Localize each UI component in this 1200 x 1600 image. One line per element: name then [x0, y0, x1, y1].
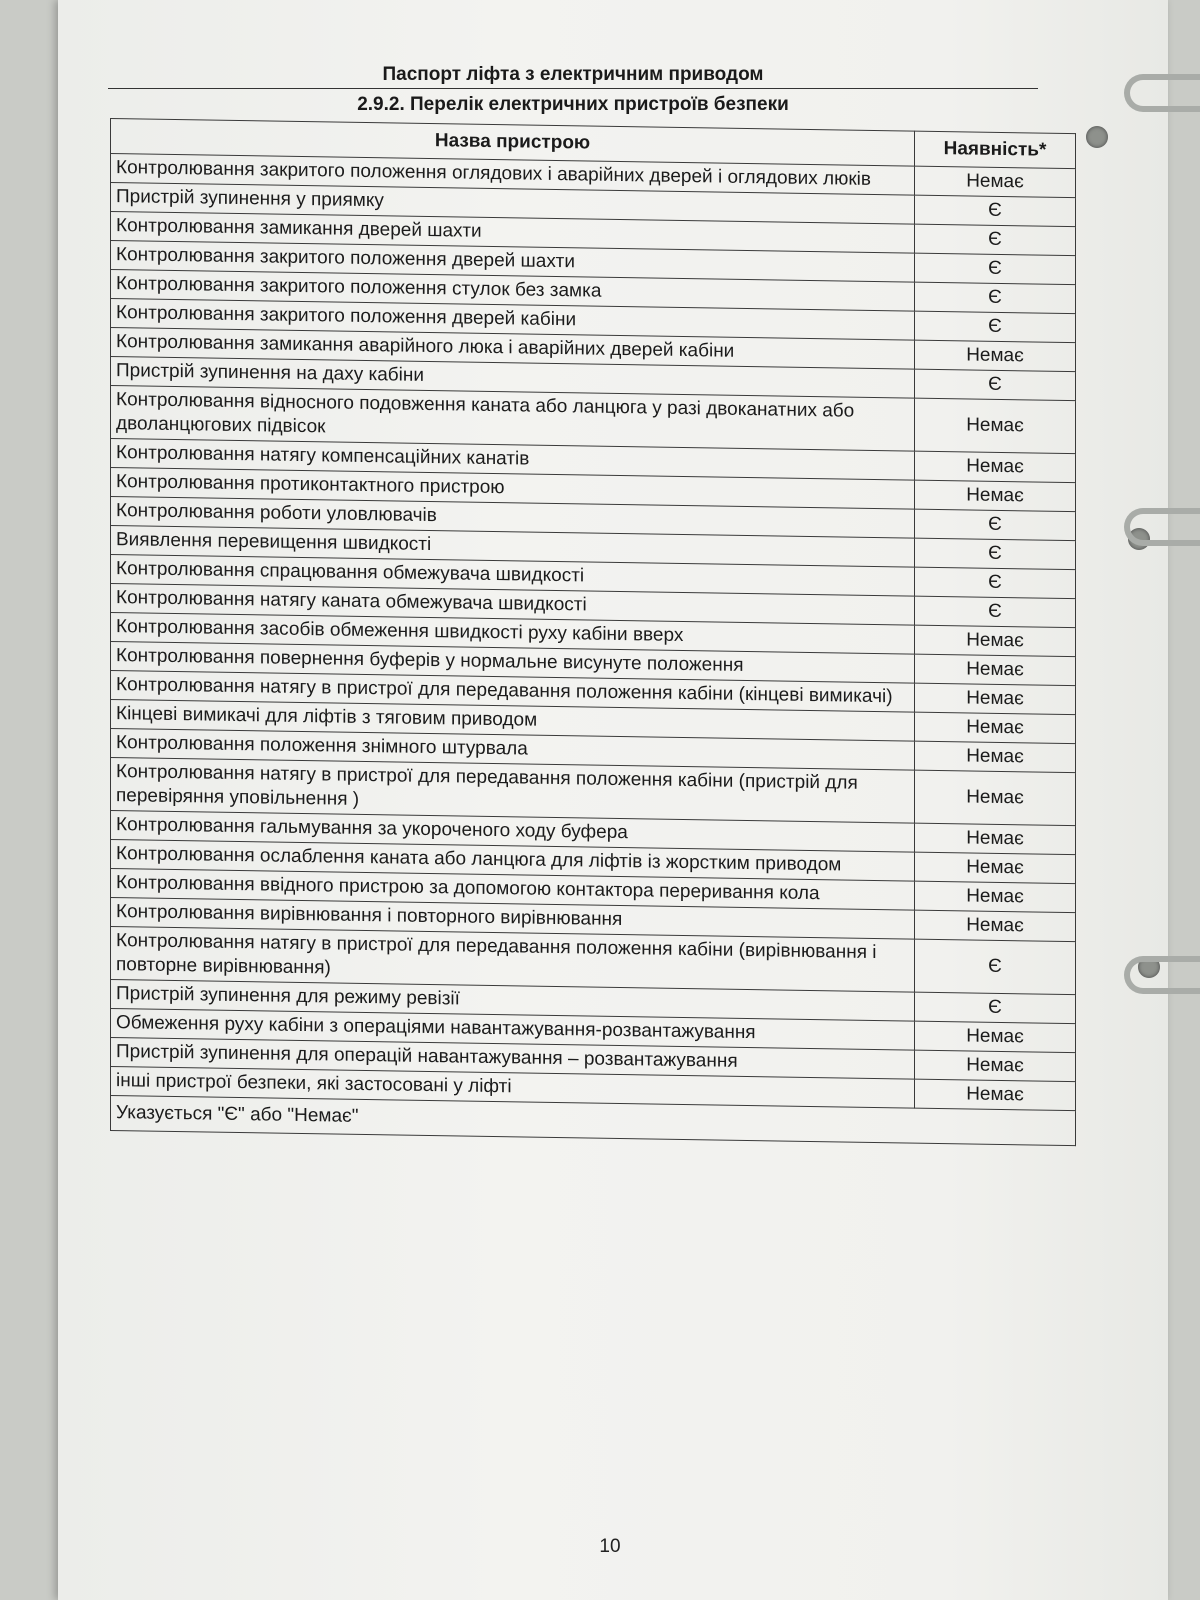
presence-cell: Є: [915, 282, 1076, 314]
device-name-cell: Контролювання замикання аварійного люка і аварійних дверей кабіни: [111, 328, 915, 370]
table-body: [111, 154, 1076, 1111]
binder-ring: [1124, 508, 1200, 546]
device-name-cell: Контролювання натягу компенсаційних канатів: [111, 439, 915, 481]
presence-cell: Є: [915, 596, 1076, 628]
presence-cell: Немає: [915, 770, 1076, 826]
presence-cell: Немає: [915, 881, 1076, 913]
presence-cell: Немає: [915, 654, 1076, 686]
presence-cell: Є: [915, 195, 1076, 227]
device-name-cell: Виявлення перевищення швидкості: [111, 526, 915, 568]
column-header-presence: Наявність*: [915, 131, 1076, 169]
presence-cell: Немає: [915, 712, 1076, 744]
device-name-cell: Пристрій зупинення для операцій навантажування – розвантажування: [111, 1038, 915, 1080]
device-name-cell: Контролювання положення знімного штурвала: [111, 729, 915, 771]
device-name-cell: Пристрій зупинення для режиму ревізії: [111, 980, 915, 1022]
device-name-cell: Контролювання натягу в пристрої для передавання положення кабіни (пристрій для перевіряння уповільнення ): [111, 758, 915, 824]
device-name-cell: Контролювання повернення буферів у нормальне висунуте положення: [111, 642, 915, 684]
device-name-cell: Контролювання вирівнювання і повторного вирівнювання: [111, 898, 915, 940]
presence-cell: Є: [915, 939, 1076, 995]
presence-cell: Немає: [915, 1021, 1076, 1053]
device-name-cell: Контролювання гальмування за укороченого ходу буфера: [111, 811, 915, 853]
device-name-cell: Контролювання закритого положення оглядових і аварійних дверей і оглядових люків: [111, 154, 915, 196]
device-name-cell: Контролювання закритого положення стулок без замка: [111, 270, 915, 312]
presence-cell: Є: [915, 224, 1076, 256]
device-name-cell: Контролювання закритого положення дверей шахти: [111, 241, 915, 283]
device-name-cell: Кінцеві вимикачі для ліфтів з тяговим приводом: [111, 700, 915, 742]
device-name-cell: Пристрій зупинення на даху кабіни: [111, 357, 915, 399]
binder-hole: [1086, 126, 1108, 148]
device-name-cell: Контролювання роботи уловлювачів: [111, 497, 915, 539]
presence-cell: Немає: [915, 480, 1076, 512]
presence-cell: Є: [915, 567, 1076, 599]
binder-ring: [1124, 74, 1200, 112]
device-name-cell: Контролювання натягу каната обмежувача швидкості: [111, 584, 915, 626]
device-name-cell: Контролювання натягу в пристрої для передавання положення кабіни (кінцеві вимикачі): [111, 671, 915, 713]
device-name-cell: Обмеження руху кабіни з операціями навантажування-розвантажування: [111, 1009, 915, 1051]
presence-cell: Немає: [915, 741, 1076, 773]
presence-cell: Є: [915, 509, 1076, 541]
presence-cell: Немає: [915, 852, 1076, 884]
presence-cell: Немає: [915, 1050, 1076, 1082]
device-name-cell: Контролювання протиконтактного пристрою: [111, 468, 915, 510]
presence-cell: Немає: [915, 625, 1076, 657]
page-header: Паспорт ліфта з електричним приводом: [108, 64, 1038, 89]
device-name-cell: Пристрій зупинення у приямку: [111, 183, 915, 225]
device-name-cell: Контролювання закритого положення дверей кабіни: [111, 299, 915, 341]
device-name-cell: Контролювання замикання дверей шахти: [111, 212, 915, 254]
footnote: Указується "Є" або "Немає": [111, 1096, 1076, 1146]
presence-cell: Є: [915, 538, 1076, 570]
device-name-cell: Контролювання натягу в пристрої для передавання положення кабіни (вирівнювання і повторне вирівнювання): [111, 927, 915, 993]
presence-cell: Немає: [915, 1079, 1076, 1111]
presence-cell: Немає: [915, 910, 1076, 942]
presence-cell: Немає: [915, 340, 1076, 372]
presence-cell: Є: [915, 311, 1076, 343]
page-number: 10: [599, 1536, 621, 1557]
device-name-cell: Контролювання ввідного пристрою за допомогою контактора переривання кола: [111, 869, 915, 911]
presence-cell: Немає: [915, 683, 1076, 715]
device-name-cell: інші пристрої безпеки, які застосовані у ліфті: [111, 1067, 915, 1109]
device-name-cell: Контролювання спрацювання обмежувача швидкості: [111, 555, 915, 597]
presence-cell: Є: [915, 992, 1076, 1024]
device-name-cell: Контролювання ослаблення каната або ланцюга для ліфтів із жорстким приводом: [111, 840, 915, 882]
binder-ring: [1124, 956, 1200, 994]
presence-cell: Немає: [915, 451, 1076, 483]
presence-cell: Є: [915, 369, 1076, 401]
safety-devices-table: [110, 118, 1076, 1146]
section-title: 2.9.2. Перелік електричних пристроїв безпеки: [357, 94, 789, 115]
device-name-cell: Контролювання засобів обмеження швидкості руху кабіни вверх: [111, 613, 915, 655]
presence-cell: Немає: [915, 166, 1076, 198]
column-header-device-name: Назва пристрою: [111, 119, 915, 167]
presence-cell: Немає: [915, 823, 1076, 855]
presence-cell: Немає: [915, 398, 1076, 454]
presence-cell: Є: [915, 253, 1076, 285]
device-name-cell: Контролювання відносного подовження каната або ланцюга у разі двоканатних або дволанцюгових підвісок: [111, 386, 915, 452]
